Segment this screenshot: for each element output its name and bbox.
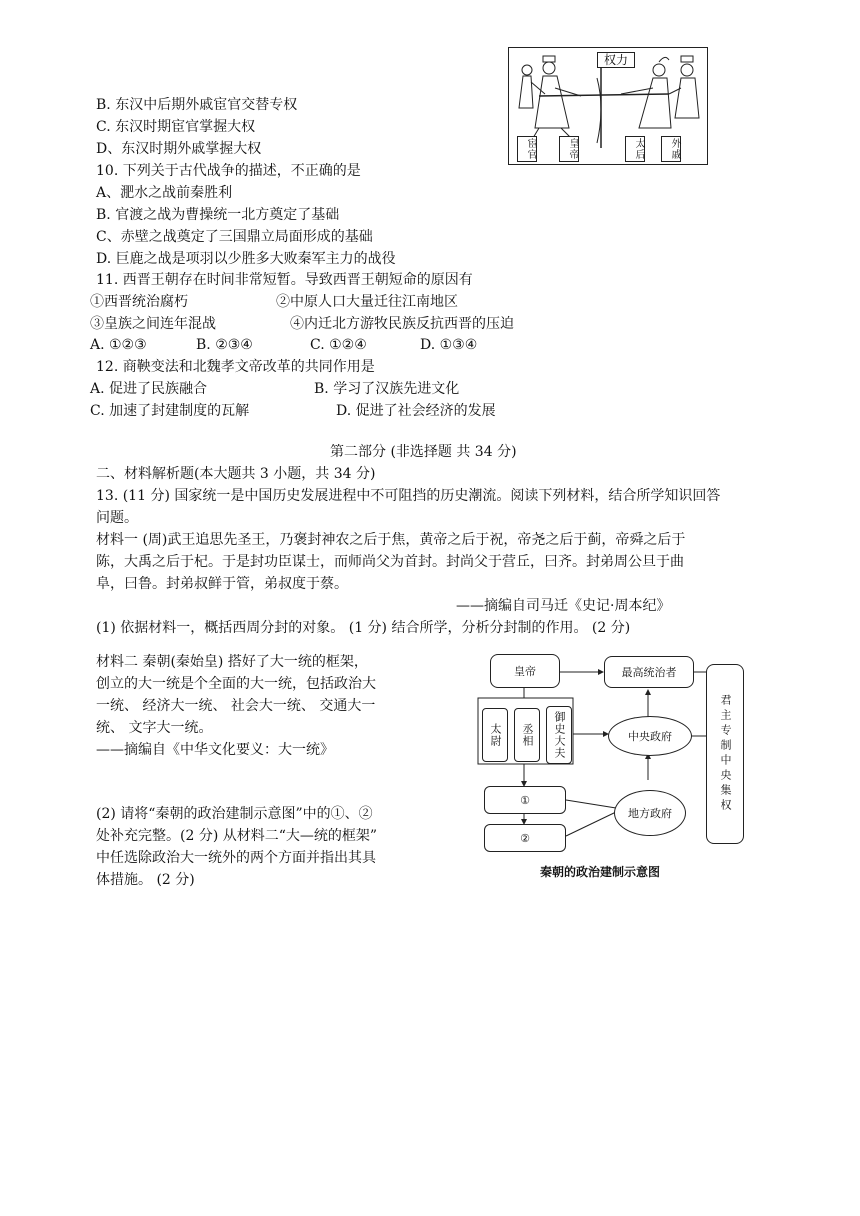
q11-option-d: D. ①③④ (420, 337, 478, 353)
material1-source: ——摘编自司马迁《史记·周本纪》 (456, 598, 671, 614)
cartoon-label-relatives: 外戚 (661, 136, 681, 162)
q13-subquestion-2-line4: 体措施。 (2 分) (96, 872, 195, 888)
diagram-blank-2: ② (484, 824, 566, 852)
q11-item-2: ②中原人口大量迁往江南地区 (276, 294, 458, 310)
material1-line3: 阜，曰鲁。封弟叔鲜于管，弟叔度于蔡。 (96, 576, 348, 592)
q13-subquestion-2-line3: 中任选除政治大一统外的两个方面并指出其具 (96, 850, 376, 866)
power-struggle-cartoon (508, 47, 708, 165)
q9-option-d: D、东汉时期外戚掌握大权 (96, 141, 262, 157)
q11-item-4: ④内迁北方游牧民族反抗西晋的压迫 (290, 316, 514, 332)
q10-option-a: A、淝水之战前秦胜利 (96, 185, 233, 201)
material2-line2: 创立的大一统是个全面的大一统，包括政治大 (96, 676, 376, 692)
diagram-local-government: 地方政府 (614, 790, 686, 836)
q10-option-d: D. 巨鹿之战是项羽以少胜多大败秦军主力的战役 (96, 251, 396, 267)
q12-option-d: D. 促进了社会经济的发展 (336, 403, 496, 419)
material1-line2: 陈，大禹之后于杞。于是封功臣谋士，而师尚父为首封。封尚父于营丘，曰齐。封弟周公旦于曲 (96, 554, 684, 570)
material2-line1: 材料二 秦朝(秦始皇) 搭好了大一统的框架， (96, 654, 368, 670)
cartoon-label-eunuch: 宦官 (517, 136, 537, 162)
q11-stem: 11. 西晋王朝存在时间非常短暂。导致西晋王朝短命的原因有 (96, 272, 473, 288)
q13-subquestion-2-line2: 处补充完整。(2 分) 从材料二“大—统的框架” (96, 828, 378, 844)
q13-intro-line2: 问题。 (96, 510, 138, 526)
q10-option-b: B. 官渡之战为曹操统一北方奠定了基础 (96, 207, 340, 223)
diagram-emperor-box: 皇帝 (490, 654, 560, 688)
q10-option-c: C、赤壁之战奠定了三国鼎立局面形成的基础 (96, 229, 373, 245)
material2-line4: 统、 文字大一统。 (96, 720, 213, 736)
diagram-yushi-box: 御史大夫 (546, 706, 572, 764)
q12-stem: 12. 商鞅变法和北魏孝文帝改革的共同作用是 (96, 359, 375, 375)
diagram-chengxiang-box: 丞相 (514, 708, 540, 762)
q12-option-b: B. 学习了汉族先进文化 (314, 381, 460, 397)
diagram-autocracy-centralization-box: 君主专制中央集权 (706, 664, 744, 844)
q10-stem: 10. 下列关于古代战争的描述，不正确的是 (96, 163, 361, 179)
part2-heading: 第二部分 (非选择题 共 34 分) (330, 444, 517, 460)
cartoon-label-dowager: 太后 (625, 136, 645, 162)
q11-item-1: ①西晋统治腐朽 (90, 294, 188, 310)
q9-option-c: C. 东汉时期宦官掌握大权 (96, 119, 256, 135)
part2-section-title: 二、材料解析题(本大题共 3 小题，共 34 分) (96, 466, 376, 482)
cartoon-label-emperor: 皇帝 (559, 136, 579, 162)
q12-option-a: A. 促进了民族融合 (90, 381, 208, 397)
q11-item-3: ③皇族之间连年混战 (90, 316, 216, 332)
diagram-taiwei-box: 太尉 (482, 708, 508, 762)
diagram-central-government: 中央政府 (608, 716, 692, 756)
q9-option-b: B. 东汉中后期外戚宦官交替专权 (96, 97, 298, 113)
qin-political-structure-diagram (468, 640, 758, 890)
diagram-blank-1: ① (484, 786, 566, 814)
q13-subquestion-1: (1) 依据材料一，概括西周分封的对象。 (1 分) 结合所学，分析分封制的作用。 (2 分) (96, 620, 631, 636)
diagram-caption: 秦朝的政治建制示意图 (540, 865, 661, 879)
q13-subquestion-2-line1: (2) 请将“秦朝的政治建制示意图”中的①、② (96, 806, 373, 822)
material2-source: ——摘编自《中华文化要义：大一统》 (96, 742, 334, 758)
q12-option-c: C. 加速了封建制度的瓦解 (90, 403, 250, 419)
q11-option-a: A. ①②③ (90, 337, 147, 353)
q11-option-b: B. ②③④ (196, 337, 253, 353)
q11-option-c: C. ①②④ (310, 337, 367, 353)
material1-line1: 材料一 (周)武王追思先圣王，乃褒封神农之后于焦，黄帝之后于祝，帝尧之后于蓟，帝舜之后于 (96, 532, 686, 548)
material2-line3: 一统、 经济大一统、 社会大一统、 交通大一 (96, 698, 376, 714)
cartoon-title: 权力 (597, 52, 635, 68)
diagram-supreme-ruler-box: 最高统治者 (604, 656, 694, 688)
q13-intro-line1: 13. (11 分) 国家统一是中国历史发展进程中不可阻挡的历史潮流。阅读下列材料，结合所学知识回答 (96, 488, 721, 504)
